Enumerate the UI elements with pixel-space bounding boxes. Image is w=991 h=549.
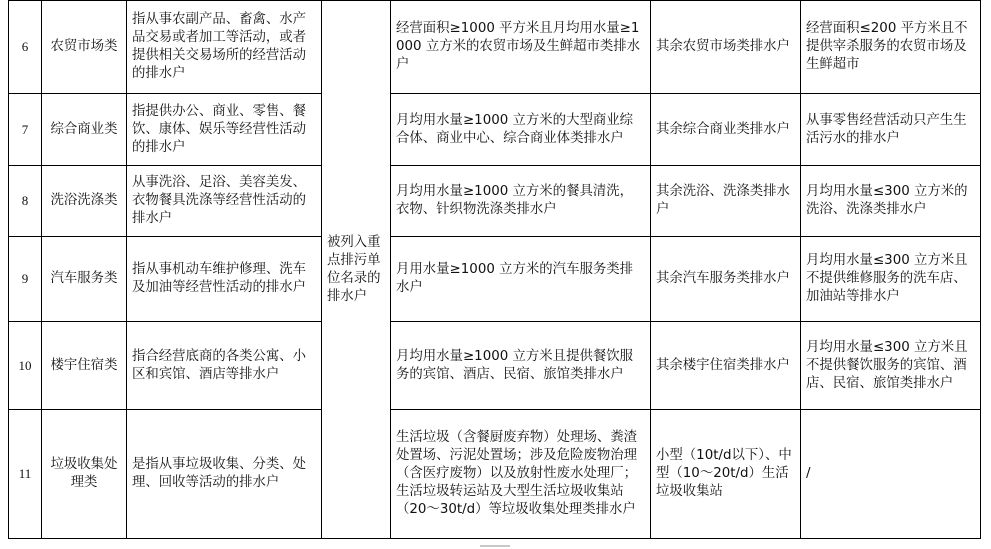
category-name: 楼宇住宿类 — [42, 322, 127, 410]
category-name: 农贸市场类 — [42, 1, 127, 94]
category-description: 指提供办公、商业、零售、餐饮、康体、娱乐等经营性活动的排水户 — [127, 94, 322, 166]
tier-3-criteria: / — [801, 410, 981, 539]
category-description: 指合经营底商的各类公寓、小区和宾馆、酒店等排水户 — [127, 322, 322, 410]
page-edge-mark — [480, 545, 510, 547]
row-number: 11 — [9, 410, 42, 539]
tier-1-criteria: 月均用水量≥1000 立方米的大型商业综合体、商业中心、综合商业体类排水户 — [391, 94, 651, 166]
table-row — [9, 166, 981, 237]
category-description: 指从事机动车维护修理、洗车及加油等经营性活动的排水户 — [127, 237, 322, 322]
tier-3-criteria: 月均用水量≤300 立方米的洗浴、洗涤类排水户 — [801, 166, 981, 237]
classification-table — [8, 0, 981, 539]
category-description: 是指从事垃圾收集、分类、处理、回收等活动的排水户 — [127, 410, 322, 539]
row-number: 10 — [9, 322, 42, 410]
category-name: 汽车服务类 — [42, 237, 127, 322]
tier-1-criteria: 生活垃圾（含餐厨废弃物）处理场、粪渣处置场、污泥处置场；涉及危险废物治理（含医疗废物）以及放射性废水处理厂；生活垃圾转运站及大型生活垃圾收集站（20～30t/d）等垃圾收集处理类排水户 — [391, 410, 651, 539]
document-page — [8, 0, 980, 538]
tier-1-criteria: 月均用水量≥1000 立方米的餐具清洗，衣物、针织物洗涤类排水户 — [391, 166, 651, 237]
table-row — [9, 410, 981, 539]
tier-3-criteria: 月均用水量≤300 立方米且不提供餐饮服务的宾馆、酒店、民宿、旅馆类排水户 — [801, 322, 981, 410]
tier-1-criteria: 月均用水量≥1000 立方米且提供餐饮服务的宾馆、酒店、民宿、旅馆类排水户 — [391, 322, 651, 410]
tier-2-criteria: 其余洗浴、洗涤类排水户 — [651, 166, 801, 237]
tier-3-criteria: 经营面积≤200 平方米且不提供宰杀服务的农贸市场及生鲜超市 — [801, 1, 981, 94]
tier-2-criteria: 小型（10t/d以下）、中型（10～20t/d）生活垃圾收集站 — [651, 410, 801, 539]
tier-1-criteria: 月用水量≥1000 立方米的汽车服务类排水户 — [391, 237, 651, 322]
row-number: 9 — [9, 237, 42, 322]
row-number: 6 — [9, 1, 42, 94]
tier-1-criteria: 经营面积≥1000 平方米且月均用水量≥1000 立方米的农贸市场及生鲜超市类排水户 — [391, 1, 651, 94]
category-description: 从事洗浴、足浴、美容美发、衣物餐具洗涤等经营性活动的排水户 — [127, 166, 322, 237]
tier-2-criteria: 其余汽车服务类排水户 — [651, 237, 801, 322]
tier-2-criteria: 其余综合商业类排水户 — [651, 94, 801, 166]
row-number: 8 — [9, 166, 42, 237]
category-name: 综合商业类 — [42, 94, 127, 166]
tier-3-criteria: 月均用水量≤300 立方米且不提供维修服务的洗车店、加油站等排水户 — [801, 237, 981, 322]
table-row — [9, 94, 981, 166]
category-name: 垃圾收集处理类 — [42, 410, 127, 539]
category-description: 指从事农副产品、畜禽、水产品交易或者加工等活动，或者提供相关交易场所的经营活动的排水户 — [127, 1, 322, 94]
tier-2-criteria: 其余农贸市场类排水户 — [651, 1, 801, 94]
category-name: 洗浴洗涤类 — [42, 166, 127, 237]
table-row — [9, 237, 981, 322]
tier-3-criteria: 从事零售经营活动只产生生活污水的排水户 — [801, 94, 981, 166]
table-row — [9, 1, 981, 94]
table-row — [9, 322, 981, 410]
key-polluter-label: 被列入重点排污单位名录的排水户 — [322, 1, 391, 539]
tier-2-criteria: 其余楼宇住宿类排水户 — [651, 322, 801, 410]
row-number: 7 — [9, 94, 42, 166]
